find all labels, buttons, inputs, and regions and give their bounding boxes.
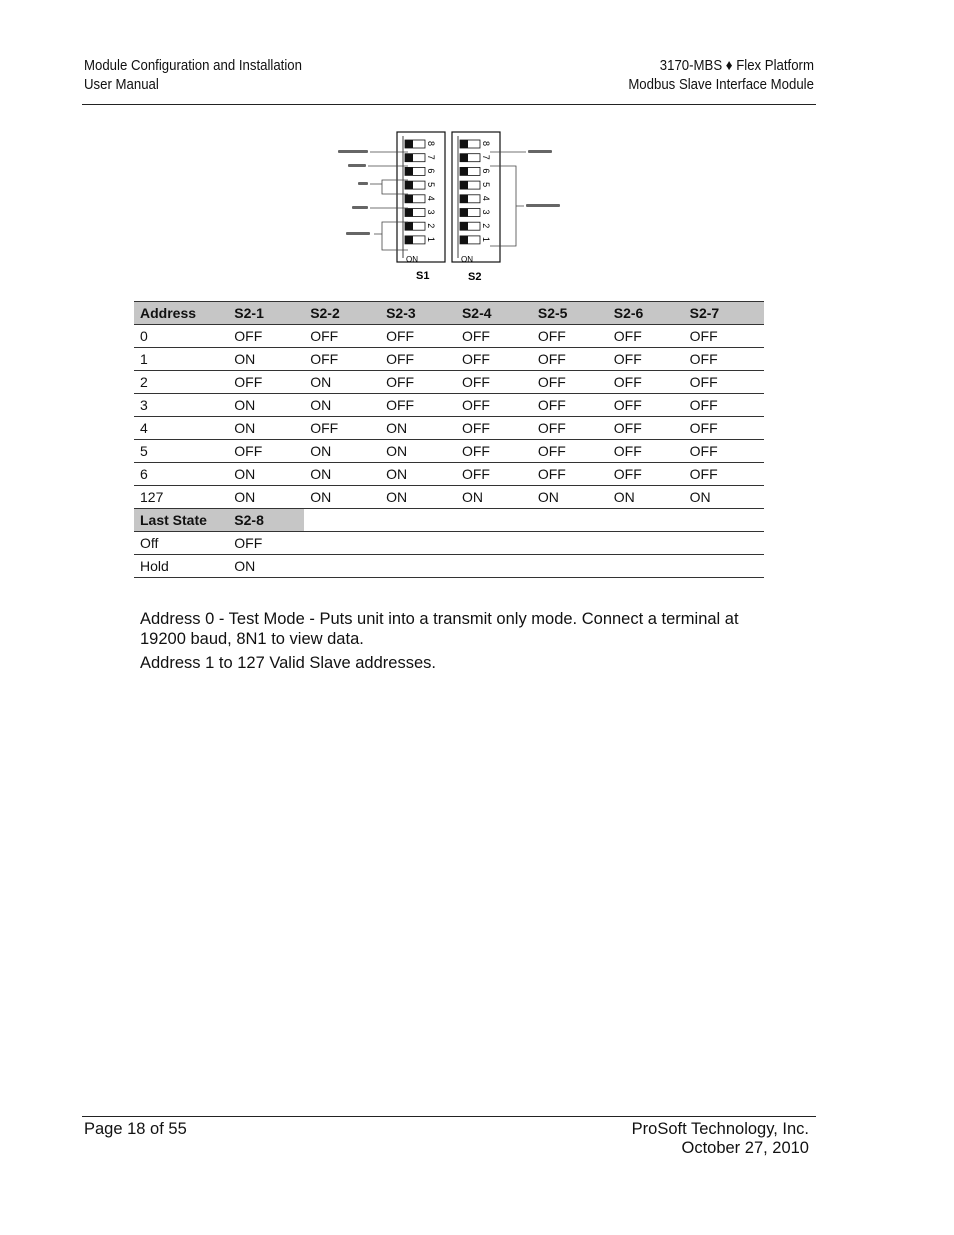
table-cell: ON bbox=[380, 440, 456, 463]
table-cell: ON bbox=[380, 417, 456, 440]
table-header-cell: S2-8 bbox=[228, 509, 304, 532]
table-cell: ON bbox=[684, 486, 764, 509]
table-cell: OFF bbox=[608, 463, 684, 486]
table-cell: ON bbox=[304, 463, 380, 486]
table-cell: OFF bbox=[684, 325, 764, 348]
s2-on-label: ON bbox=[461, 255, 473, 264]
table-cell: Off bbox=[134, 532, 228, 555]
table-cell: OFF bbox=[228, 371, 304, 394]
table-cell: OFF bbox=[608, 325, 684, 348]
table-cell: 5 bbox=[134, 440, 228, 463]
header-product: 3170-MBS ♦ Flex Platform bbox=[659, 57, 814, 74]
table-cell: OFF bbox=[456, 440, 532, 463]
table-cell: 3 bbox=[134, 394, 228, 417]
empty-cell bbox=[304, 555, 764, 578]
table-cell: OFF bbox=[532, 394, 608, 417]
table-row bbox=[134, 463, 764, 486]
table-cell: OFF bbox=[608, 348, 684, 371]
address-header-row bbox=[134, 302, 764, 325]
table-cell: ON bbox=[380, 486, 456, 509]
table-cell: ON bbox=[304, 371, 380, 394]
table-cell: OFF bbox=[456, 394, 532, 417]
table-cell: OFF bbox=[228, 325, 304, 348]
table-header-cell: S2-5 bbox=[532, 302, 608, 325]
table-cell: OFF bbox=[532, 371, 608, 394]
table-cell: ON bbox=[228, 486, 304, 509]
table-header-cell: S2-4 bbox=[456, 302, 532, 325]
table-header-cell: S2-7 bbox=[684, 302, 764, 325]
table-header-cell: S2-3 bbox=[380, 302, 456, 325]
table-cell: 4 bbox=[134, 417, 228, 440]
table-cell: OFF bbox=[228, 532, 304, 555]
table-cell: 6 bbox=[134, 463, 228, 486]
table-cell: OFF bbox=[304, 325, 380, 348]
s1-switch-number: 8 bbox=[426, 141, 436, 147]
table-cell: OFF bbox=[684, 417, 764, 440]
table-cell: OFF bbox=[532, 325, 608, 348]
table-cell: ON bbox=[304, 394, 380, 417]
s2-switch-number: 6 bbox=[481, 168, 491, 174]
table-row bbox=[134, 348, 764, 371]
dip-switch-figure bbox=[330, 126, 570, 286]
table-cell: OFF bbox=[304, 348, 380, 371]
footer-date: October 27, 2010 bbox=[681, 1139, 809, 1157]
header-section-title: Module Configuration and Installation bbox=[84, 57, 302, 74]
table-cell: OFF bbox=[684, 394, 764, 417]
table-cell: OFF bbox=[608, 394, 684, 417]
s2-switch-number: 2 bbox=[481, 223, 491, 229]
table-cell: OFF bbox=[456, 371, 532, 394]
table-cell: ON bbox=[608, 486, 684, 509]
header-manual-title: User Manual bbox=[84, 76, 159, 93]
table-row bbox=[134, 532, 764, 555]
table-row bbox=[134, 394, 764, 417]
table-cell: Hold bbox=[134, 555, 228, 578]
s1-switch-number: 3 bbox=[426, 209, 436, 215]
s2-switch-number: 4 bbox=[481, 195, 491, 201]
empty-cell bbox=[304, 532, 764, 555]
table-row bbox=[134, 371, 764, 394]
table-row bbox=[134, 325, 764, 348]
table-cell: ON bbox=[304, 486, 380, 509]
s1-switch-number: 6 bbox=[426, 168, 436, 174]
header-left bbox=[84, 56, 302, 94]
s2-switch-number: 3 bbox=[481, 209, 491, 215]
table-cell: ON bbox=[228, 463, 304, 486]
s2-label: S2 bbox=[468, 271, 482, 283]
empty-cell bbox=[304, 509, 764, 532]
table-cell: ON bbox=[228, 394, 304, 417]
table-cell: ON bbox=[532, 486, 608, 509]
header-module: Modbus Slave Interface Module bbox=[628, 76, 814, 93]
table-cell: ON bbox=[228, 417, 304, 440]
s2-switch-number: 1 bbox=[481, 236, 491, 242]
last-state-header-row bbox=[134, 509, 764, 532]
table-cell: OFF bbox=[608, 417, 684, 440]
table-cell: OFF bbox=[684, 348, 764, 371]
table-header-cell: S2-6 bbox=[608, 302, 684, 325]
table-cell: OFF bbox=[684, 463, 764, 486]
s1-switch-number: 7 bbox=[426, 154, 436, 160]
header-right bbox=[628, 56, 814, 94]
address-switch-table bbox=[134, 301, 764, 578]
table-row bbox=[134, 555, 764, 578]
footer-page-number: Page 18 of 55 bbox=[84, 1120, 187, 1138]
table-cell: ON bbox=[304, 440, 380, 463]
table-cell: OFF bbox=[380, 371, 456, 394]
table-cell: OFF bbox=[456, 325, 532, 348]
table-cell: OFF bbox=[456, 348, 532, 371]
table-cell: OFF bbox=[380, 394, 456, 417]
table-cell: OFF bbox=[456, 463, 532, 486]
table-cell: OFF bbox=[684, 371, 764, 394]
table-row bbox=[134, 486, 764, 509]
footer-company: ProSoft Technology, Inc. bbox=[631, 1120, 809, 1138]
valid-address-paragraph: Address 1 to 127 Valid Slave addresses. bbox=[140, 654, 436, 672]
table-cell: 1 bbox=[134, 348, 228, 371]
table-cell: OFF bbox=[228, 440, 304, 463]
s2-switch-number: 5 bbox=[481, 182, 491, 188]
table-cell: OFF bbox=[608, 440, 684, 463]
table-cell: ON bbox=[456, 486, 532, 509]
table-cell: OFF bbox=[608, 371, 684, 394]
table-cell: OFF bbox=[532, 463, 608, 486]
table-cell: OFF bbox=[532, 417, 608, 440]
s1-switch-number: 2 bbox=[426, 223, 436, 229]
s2-switch-number: 8 bbox=[481, 141, 491, 147]
table-cell: ON bbox=[380, 463, 456, 486]
table-cell: OFF bbox=[380, 348, 456, 371]
s1-switch-number: 4 bbox=[426, 195, 436, 201]
table-header-cell: S2-1 bbox=[228, 302, 304, 325]
table-cell: OFF bbox=[532, 440, 608, 463]
tiny-captions bbox=[338, 150, 560, 235]
table-cell: ON bbox=[228, 348, 304, 371]
table-cell: 2 bbox=[134, 371, 228, 394]
table-cell: 0 bbox=[134, 325, 228, 348]
table-cell: OFF bbox=[304, 417, 380, 440]
table-row bbox=[134, 440, 764, 463]
dip-switch-diagram bbox=[330, 126, 570, 286]
s1-switch-number: 1 bbox=[426, 236, 436, 242]
s2-switch-number: 7 bbox=[481, 154, 491, 160]
header-rule bbox=[82, 104, 816, 105]
footer-rule bbox=[82, 1116, 816, 1117]
table-cell: 127 bbox=[134, 486, 228, 509]
table-header-cell: Last State bbox=[134, 509, 228, 532]
table-cell: OFF bbox=[532, 348, 608, 371]
s1-label: S1 bbox=[416, 270, 430, 282]
s1-switch-number: 5 bbox=[426, 182, 436, 188]
table-header-cell: S2-2 bbox=[304, 302, 380, 325]
footer-right bbox=[632, 1120, 809, 1158]
table-cell: OFF bbox=[684, 440, 764, 463]
s1-on-label: ON bbox=[406, 255, 418, 264]
table-row bbox=[134, 417, 764, 440]
table-header-cell: Address bbox=[134, 302, 228, 325]
table-cell: OFF bbox=[380, 325, 456, 348]
table-cell: OFF bbox=[456, 417, 532, 440]
test-mode-paragraph: Address 0 - Test Mode - Puts unit into a transmit only mode. Connect a terminal at 19200 baud, 8N1 to view data. bbox=[140, 610, 739, 648]
table-cell: ON bbox=[228, 555, 304, 578]
